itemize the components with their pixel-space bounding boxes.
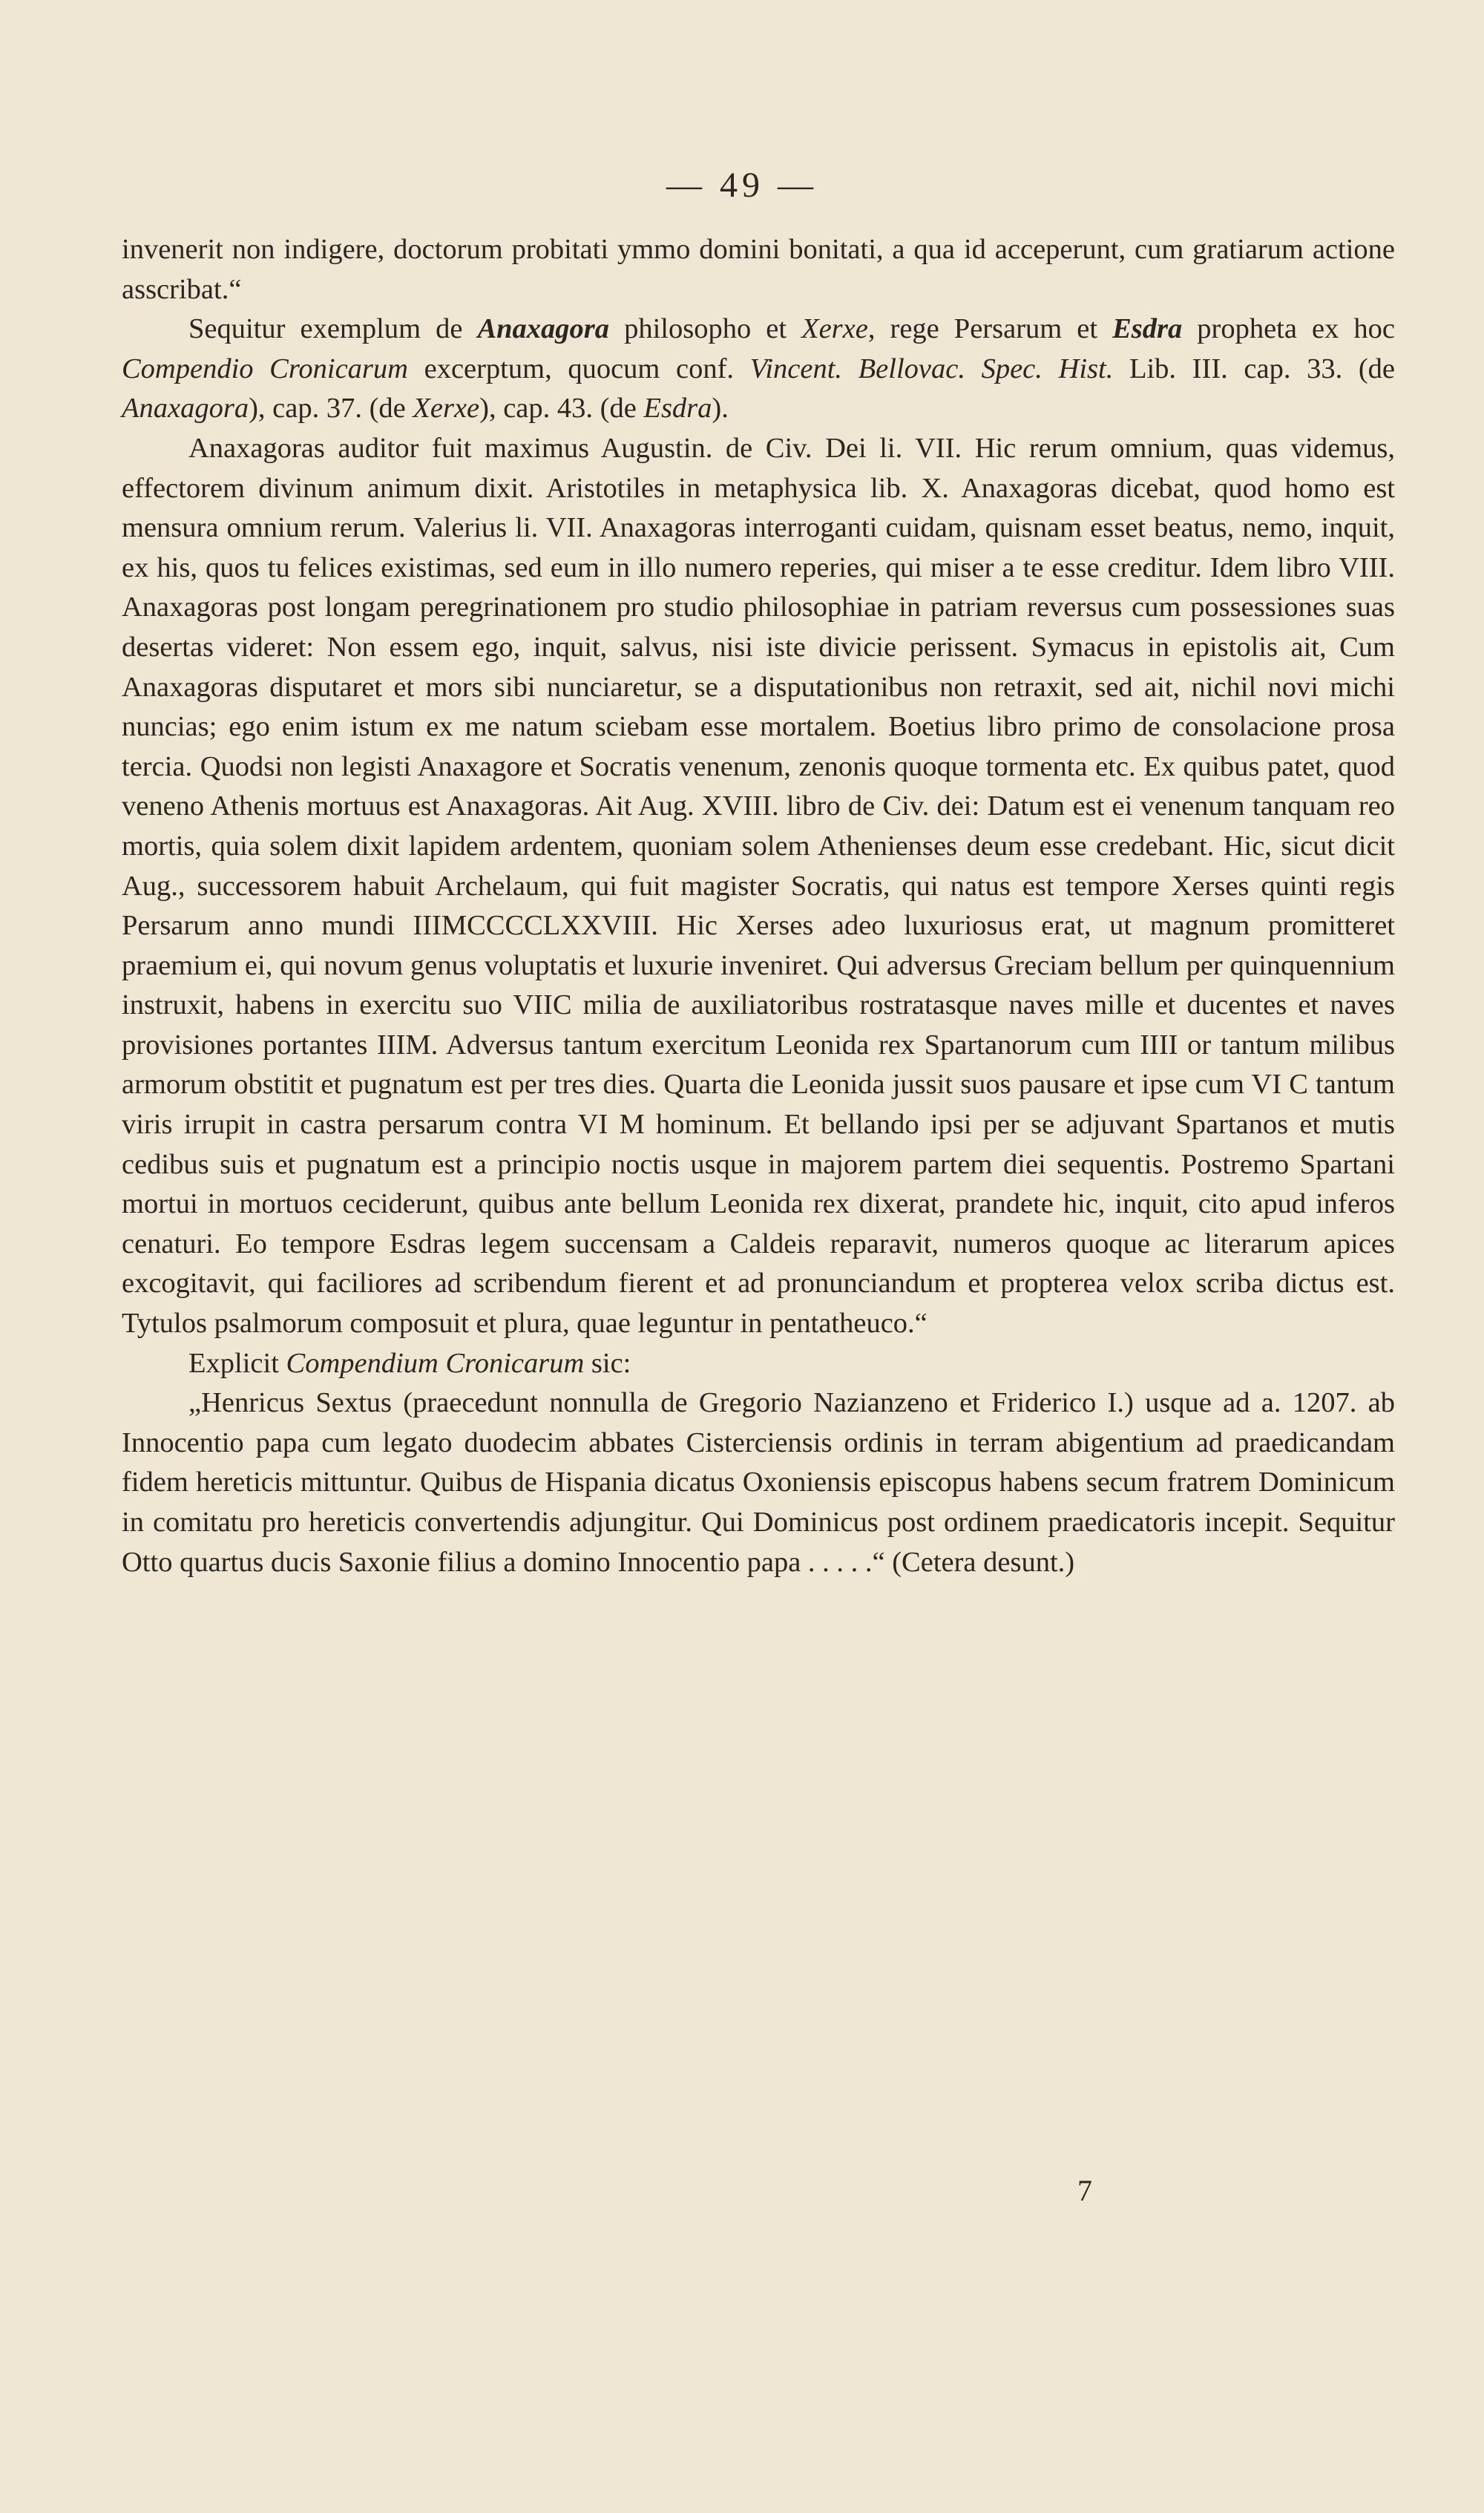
title-compendium: Compendio Cronicarum xyxy=(122,353,408,384)
name-anaxagora: Anaxagora xyxy=(477,313,610,345)
ref-xerxe: Xerxe xyxy=(413,393,480,425)
name-esdra: Esdra xyxy=(1112,313,1183,345)
paragraph-3: Anaxagoras auditor fuit maximus Augustin. de Civ. Dei li. VII. Hic rerum omnium, quas videmus, effectorem divinum animum dixit. Aristotiles in metaphysica lib. X. Anaxagoras dicebat, quod homo est mensura omnium rerum. Valerius li. VII. Anaxagoras interroganti cuidam, quisnam esset beatus, nemo, inquit, ex his, quos tu felices existimas, sed eum in illo numero reperies, qui miser a te esse creditur. Idem libro VIII. Anaxagoras post longam peregrinationem pro studio philosophiae in patriam reversus cum possessiones suas desertas videret: Non essem ego, inquit, salvus, nisi iste divicie perissent. Symacus in epistolis ait, Cum Anaxagoras disputaret et mors sibi nunciaretur, se a disputationibus non retraxit, sed ait, nichil novi michi nuncias; ego enim istum ex me natum sciebam esse mortalem. Boetius libro primo de consolacione prosa tercia. Quodsi non legisti Anaxagore et Socratis venenum, zenonis quoque tormenta etc. Ex quibus patet, quod veneno Athenis mortuus est Anaxagoras. Ait Aug. XVIII. libro de Civ. dei: Datum est ei venenum tanquam reo mortis, quia solem dixit lapidem ardentem, quoniam solem Athenienses deum esse credebant. Hic, sicut dicit Aug., successorem habuit Archelaum, qui fuit magister Socratis, qui natus est tempore Xerses quinti regis Persarum anno mundi IIIMCCCCLXXVIII. Hic Xerses adeo luxuriosus erat, ut magnum promitteret praemium ei, qui novum genus voluptatis et luxurie inveniret. Qui adversus Greciam bellum per quinquennium instruxit, habens in exercitu suo VIIC milia de auxiliatoribus rostratasque naves mille et ducentes et naves provisiones portantes IIIM. Adversus tantum exercitum Leonida rex Spartanorum cum IIII or tantum milibus armorum obstitit et pugnatum est per tres dies. Quarta die Leonida jussit suos pausare et ipse cum VI C tantum viris irrupit in castra persarum contra VI M hominum. Et bellando ipsi per se adjuvant Spartanos et mutis cedibus suis et pugnatum est a principio noctis usque in majorem partem diei sequentis. Postremo Spartani mortui in mortuos ceciderunt, quibus ante bellum Leonida rex dixerat, prandete hic, inquit, cito apud inferos cenaturi. Eo tempore Esdras legem succensam a Caldeis reparavit, numeros quoque ac literarum apices excogitavit, qui faciliores ad scribendum fierent et ad pronunciandum et propterea velox scriba dictus est. Tytulos psalmorum composuit et plura, quae leguntur in pentatheuco.“ xyxy=(122,432,1395,1340)
name-xerxe: Xerxe xyxy=(801,313,868,345)
p2-text-2: philosopho et xyxy=(609,313,802,345)
ref-anaxagora: Anaxagora xyxy=(122,393,249,425)
p4-text-2: sic: xyxy=(584,1347,631,1379)
p2-text-5: excerptum, quocum conf. xyxy=(407,353,750,384)
p4-text-1: Explicit xyxy=(188,1347,286,1379)
title-compendium-2: Compendium Cronicarum xyxy=(286,1347,585,1379)
p2-text-7: ), cap. 37. (de xyxy=(249,393,413,425)
p2-text-3: , rege Persarum et xyxy=(867,313,1113,345)
paragraph-1: invenerit non indigere, doctorum probitati ymmo domini bonitati, a qua id acceperunt, cum gratiarum actione asscribat.“ xyxy=(122,234,1395,305)
p2-text-6: Lib. III. cap. 33. (de xyxy=(1113,353,1396,384)
ref-esdra: Esdra xyxy=(643,393,712,425)
paragraph-4 xyxy=(122,1344,1395,1384)
paragraph-2 xyxy=(122,309,1395,429)
paragraph-5: „Henricus Sextus (praecedunt nonnulla de Gregorio Nazianzeno et Friderico I.) usque ad a. 1207. ab Innocentio papa cum legato duodecim abbates Cisterciensis ordinis in terram abigentium ad praedicandam fidem hereticis mittuntur. Quibus de Hispania dicatus Oxoniensis episcopus habens secum fratrem Dominicum in comitatu pro hereticis convertendis adjungitur. Qui Dominicus post ordinem praedicatoris incepit. Sequitur Otto quartus ducis Saxonie filius a domino Innocentio papa . . . . .“ (Cetera desunt.) xyxy=(122,1387,1395,1578)
page-number: — 49 — xyxy=(666,166,818,205)
p2-text-8: ), cap. 43. (de xyxy=(479,393,644,425)
signature-mark: 7 xyxy=(1077,2174,1092,2207)
p2-text-9: ). xyxy=(712,393,729,425)
p2-text-1: Sequitur exemplum de xyxy=(188,313,478,345)
p2-text-4: propheta ex hoc xyxy=(1182,313,1395,345)
body-text xyxy=(122,230,1395,1582)
ref-vincent: Vincent. Bellovac. Spec. Hist. xyxy=(749,353,1114,384)
